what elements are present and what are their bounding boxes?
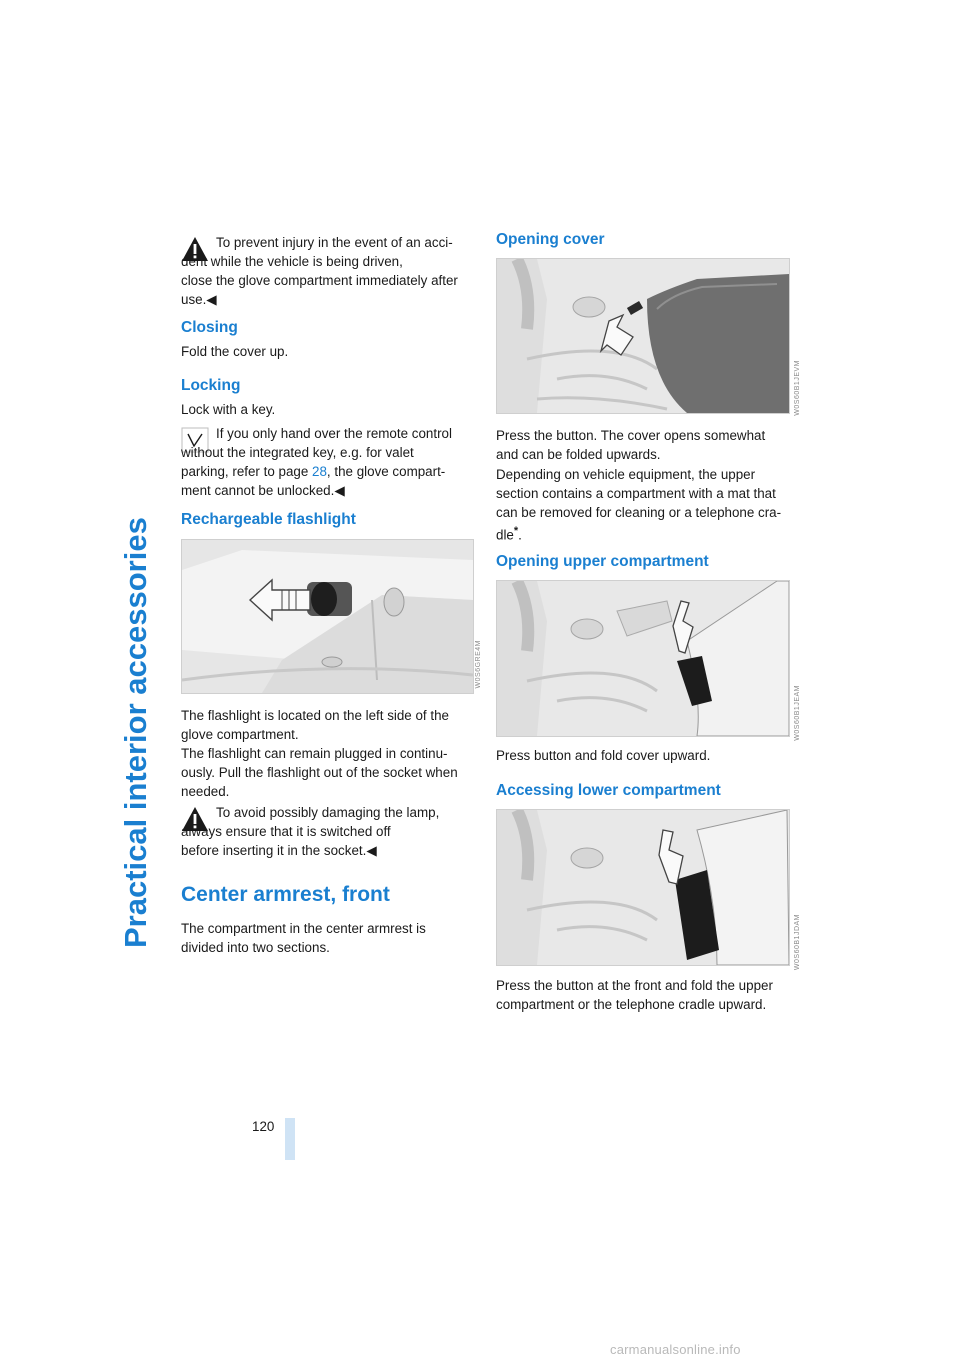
note-text-part2: , the glove compart- ment cannot be unlocked.◀ [181, 464, 446, 498]
section-side-title [108, 230, 158, 950]
heading-opening-cover: Opening cover [496, 231, 605, 248]
figure-code: W0S60B1JEAM [794, 685, 801, 741]
warning-note-glovebox [181, 233, 471, 309]
heading-locking: Locking [181, 377, 241, 394]
heading-opening-upper-compartment: Opening upper compartment [496, 553, 709, 570]
locking-text: Lock with a key. [181, 402, 276, 417]
lower-compartment-text: Press the button at the front and fold the upper compartment or the telephone cradle upward. [496, 978, 773, 1012]
closing-text: Fold the cover up. [181, 344, 289, 359]
upper-compartment-text: Press button and fold cover upward. [496, 748, 711, 763]
warning-note-lamp: To avoid possibly damaging the lamp, always ensure that it is switched off before inserting it in the socket.◀ [181, 805, 440, 858]
upper-section-part1: Depending on vehicle equipment, the upper section contains a compartment with a mat that can be removed for cleaning or a telephone cra- dle [496, 467, 782, 543]
figure-code: W0S60B1JEVM [794, 360, 801, 416]
page-link-28[interactable]: 28 [312, 464, 327, 479]
figure-code: W0S6GRE4M [475, 640, 482, 689]
watermark: carmanualsonline.info [610, 1342, 741, 1357]
warning-text: To prevent injury in the event of an acci- dent while the vehicle is being driven, close the glove compartment immediately after use.◀ [181, 235, 458, 307]
note-text-part1: If you only hand over the remote control without the integrated key, e.g. for valet parking, refer to page [181, 426, 452, 479]
lower-compartment-figure [496, 809, 790, 966]
heading-accessing-lower-compartment: Accessing lower compartment [496, 782, 721, 799]
side-title-text: Practical interior accessories [118, 517, 153, 948]
optional-equipment-star: * [513, 525, 519, 537]
note-valet-parking [181, 424, 471, 500]
flashlight-figure [181, 539, 474, 694]
heading-center-armrest: Center armrest, front [181, 883, 390, 906]
upper-compartment-figure [496, 580, 790, 737]
page-number: 120 [252, 1119, 275, 1134]
upper-section-text [496, 465, 796, 544]
heading-closing: Closing [181, 319, 238, 336]
page-marker-bar [285, 1118, 295, 1160]
opening-cover-figure [496, 258, 790, 414]
flashlight-text: The flashlight is located on the left side of the glove compartment. The flashlight can remain plugged in continu- ously. Pull the flashlight out of the socket when needed. [181, 708, 458, 799]
upper-section-part2: . [518, 527, 522, 543]
figure-code: W0S60B1JDAM [794, 914, 801, 971]
opening-cover-text: Press the button. The cover opens somewhat and can be folded upwards. [496, 428, 766, 462]
heading-flashlight: Rechargeable flashlight [181, 511, 356, 528]
armrest-text: The compartment in the center armrest is divided into two sections. [181, 921, 426, 955]
